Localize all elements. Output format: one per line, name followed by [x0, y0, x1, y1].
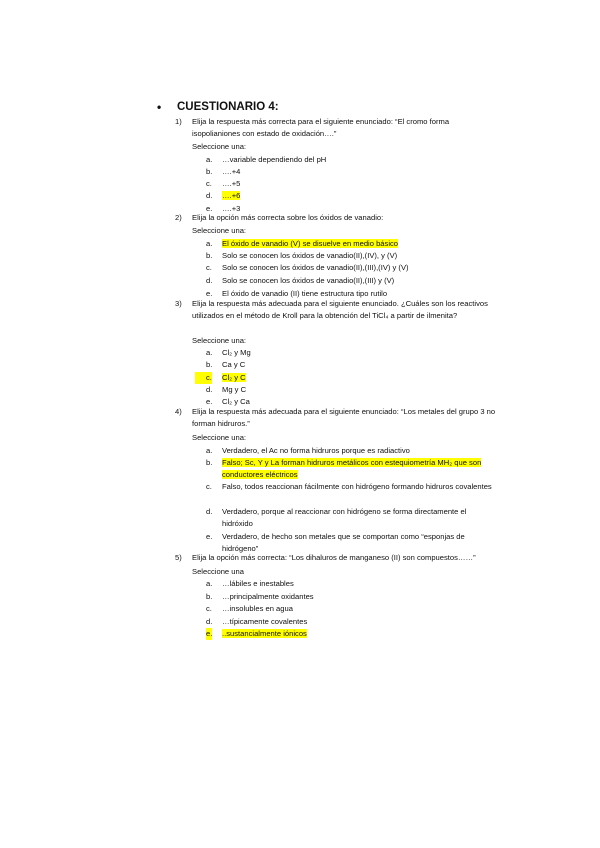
option-text-box	[222, 275, 497, 287]
option-text-box	[222, 578, 497, 590]
question-number: 5)	[175, 553, 182, 562]
option-letter: c.	[206, 482, 212, 491]
highlighted-answer-text: ..sustancialmente iónicos	[222, 629, 307, 638]
option-text: Cl₂ y Ca	[222, 397, 250, 406]
option-text-box	[222, 616, 497, 628]
option-text: El óxido de vanadio (II) tiene estructura tipo rutilo	[222, 289, 388, 298]
select-one-label: Seleccione una	[192, 567, 244, 576]
select-one-label: Seleccione una:	[192, 226, 247, 235]
option-text-box	[222, 262, 497, 274]
option-text: ….+5	[222, 179, 241, 188]
option-letter: a.	[206, 348, 213, 357]
question-text: Elija la opción más correcta sobre los óxidos de vanadio:	[192, 213, 384, 222]
question-text: Elija la opción más correcta: “Los dihaluros de manganeso (II) son compuestos……”	[192, 553, 476, 562]
option-letter: d.	[206, 617, 213, 626]
option-text-box	[222, 481, 497, 493]
option-letter: a.	[206, 239, 213, 248]
option-letter: e.	[206, 204, 213, 213]
option-text-box	[222, 457, 497, 481]
option-text: Solo se conocen los óxidos de vanadio(II),(III) y (V)	[222, 276, 395, 285]
option-text-box	[222, 359, 497, 371]
option-text-box	[222, 445, 497, 457]
bullet-icon: •	[157, 100, 162, 114]
option-text-box	[222, 603, 497, 615]
option-text-box	[222, 154, 497, 166]
question-number: 4)	[175, 407, 182, 416]
select-one-label: Seleccione una:	[192, 433, 247, 442]
option-text: …lábiles e inestables	[222, 579, 294, 588]
option-text-box	[222, 178, 497, 190]
option-letter: b.	[206, 167, 213, 176]
option-text: Falso, todos reaccionan fácilmente con hidrógeno formando hidruros covalentes	[222, 482, 492, 491]
option-letter: e.	[206, 397, 213, 406]
option-letter: e.	[206, 532, 213, 541]
option-text: Verdadero, el Ac no forma hidruros porque es radiactivo	[222, 446, 410, 455]
option-text-box	[222, 238, 497, 250]
option-text: …típicamente covalentes	[222, 617, 308, 626]
heading-title: CUESTIONARIO 4:	[177, 101, 279, 113]
option-letter: d.	[206, 191, 213, 200]
option-text: …insolubles en agua	[222, 604, 293, 613]
option-text-box	[222, 190, 497, 202]
option-letter: b.	[206, 360, 213, 369]
option-letter: c.	[206, 179, 212, 188]
option-letter: b.	[206, 458, 213, 467]
highlighted-answer-text: Falso; Sc, Y y La forman hidruros metálicos con estequiometría MH₂ que son conductores eléctricos	[222, 458, 482, 480]
option-letter: b.	[206, 592, 213, 601]
option-letter: a.	[206, 579, 213, 588]
option-letter: a.	[206, 155, 213, 164]
select-one-label: Seleccione una:	[192, 336, 247, 345]
option-text-box	[222, 347, 497, 359]
option-letter: b.	[206, 251, 213, 260]
question-number: 3)	[175, 299, 182, 308]
option-letter: e.	[206, 289, 213, 298]
option-letter: d.	[206, 507, 213, 516]
option-text-box	[222, 372, 497, 384]
option-text: ….+3	[222, 204, 241, 213]
option-letter: d.	[206, 276, 213, 285]
select-one-label: Seleccione una:	[192, 142, 247, 151]
highlighted-answer-text: ….+6	[222, 191, 241, 200]
option-text-box	[222, 628, 497, 640]
question-text: Elija la respuesta más adecuada para el siguiente enunciado: “Los metales del grupo 3 no forman hidruros.”	[192, 407, 496, 429]
option-text: Verdadero, porque al reaccionar con hidrógeno se forma directamente el hidróxido	[222, 507, 467, 529]
question-text: Elija la respuesta más adecuada para el siguiente enunciado. ¿Cuáles son los reactivos utilizados en el método de Kroll para la obtención del TiCl₄ a partir de ilmenita?	[192, 299, 488, 321]
option-text-box	[222, 591, 497, 603]
question-text: Elija la respuesta más correcta para el siguiente enunciado: “El cromo forma isopolianiones con estado de oxidación….”	[192, 117, 450, 139]
option-text: Solo se conocen los óxidos de vanadio(II),(IV), y (V)	[222, 251, 398, 260]
question-number: 1)	[175, 117, 182, 126]
highlighted-answer-text: Cl₂ y C	[222, 373, 246, 382]
option-letter: c.	[195, 372, 212, 384]
option-text-box	[222, 250, 497, 262]
option-text: Mg y C	[222, 385, 247, 394]
option-letter: d.	[206, 385, 213, 394]
option-letter: c.	[206, 604, 212, 613]
option-text: ….+4	[222, 167, 241, 176]
option-letter: a.	[206, 446, 213, 455]
option-letter: e.	[206, 628, 212, 640]
option-text: …principalmente oxidantes	[222, 592, 314, 601]
option-text: Solo se conocen los óxidos de vanadio(II),(III),(IV) y (V)	[222, 263, 409, 272]
option-text-box	[222, 506, 497, 530]
option-text: Ca y C	[222, 360, 246, 369]
option-text: …variable dependiendo del pH	[222, 155, 327, 164]
option-text: Cl₂ y Mg	[222, 348, 251, 357]
option-text-box	[222, 384, 497, 396]
option-text: Verdadero, de hecho son metales que se comportan como “esponjas de hidrógeno”	[222, 532, 465, 554]
question-number: 2)	[175, 213, 182, 222]
option-letter: c.	[206, 263, 212, 272]
option-text-box	[222, 166, 497, 178]
highlighted-answer-text: El óxido de vanadio (V) se disuelve en medio básico	[222, 239, 399, 248]
